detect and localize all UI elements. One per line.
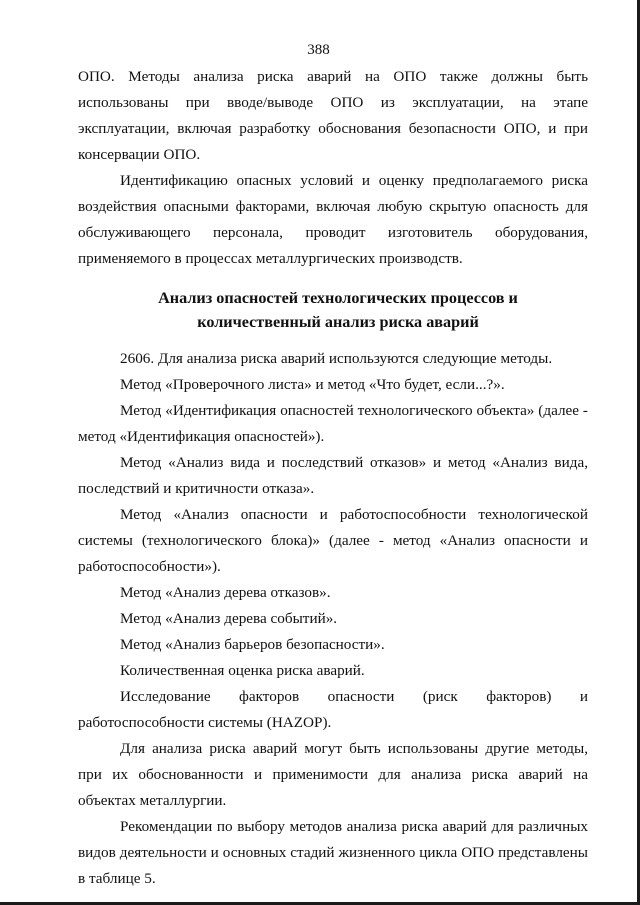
method-item: Метод «Анализ дерева отказов». bbox=[120, 584, 331, 601]
method-item: Метод «Проверочного листа» и метод «Что будет, если...?». bbox=[120, 376, 505, 393]
section-intro: 2606. Для анализа риска аварий используются следующие методы. bbox=[120, 350, 553, 367]
method-item: Исследование факторов опасности (риск факторов) и работоспособности системы (HAZOP). bbox=[78, 688, 588, 731]
paragraph: Для анализа риска аварий могут быть использованы другие методы, при их обоснованности и применимости для анализа риска аварий на объектах металлургии. bbox=[78, 740, 588, 809]
method-item: Метод «Анализ опасности и работоспособности технологической системы (технологического блока)» (далее - метод «Анализ опасности и работоспособности»). bbox=[78, 506, 588, 575]
method-item: Метод «Анализ вида и последствий отказов» и метод «Анализ вида, последствий и критичности отказа». bbox=[78, 454, 588, 497]
method-item: Метод «Анализ барьеров безопасности». bbox=[120, 636, 385, 653]
method-item: Метод «Анализ дерева событий». bbox=[120, 610, 338, 627]
page-number: 388 bbox=[307, 42, 330, 58]
method-item: Метод «Идентификация опасностей технологического объекта» (далее - метод «Идентификация опасностей»). bbox=[78, 402, 588, 445]
method-item: Количественная оценка риска аварий. bbox=[120, 662, 365, 679]
page-content bbox=[78, 64, 588, 892]
paragraph: Идентификацию опасных условий и оценку предполагаемого риска воздействия опасными факторами, включая любую скрытую опасность для обслуживающего персонала, проводит изготовитель оборудования, применяемого в процессах металлургических производств. bbox=[78, 172, 588, 267]
paragraph: Рекомендации по выбору методов анализа риска аварий для различных видов деятельности и основных стадий жизненного цикла ОПО представлены в таблице 5. bbox=[78, 818, 588, 887]
paragraph: ОПО. Методы анализа риска аварий на ОПО также должны быть использованы при вводе/выводе ОПО из эксплуатации, на этапе эксплуатации, включая разработку обоснования безопасности ОПО, и при консервации ОПО. bbox=[78, 68, 588, 163]
section-heading: Анализ опасностей технологических процессов и количественный анализ риска аварий bbox=[158, 289, 518, 331]
